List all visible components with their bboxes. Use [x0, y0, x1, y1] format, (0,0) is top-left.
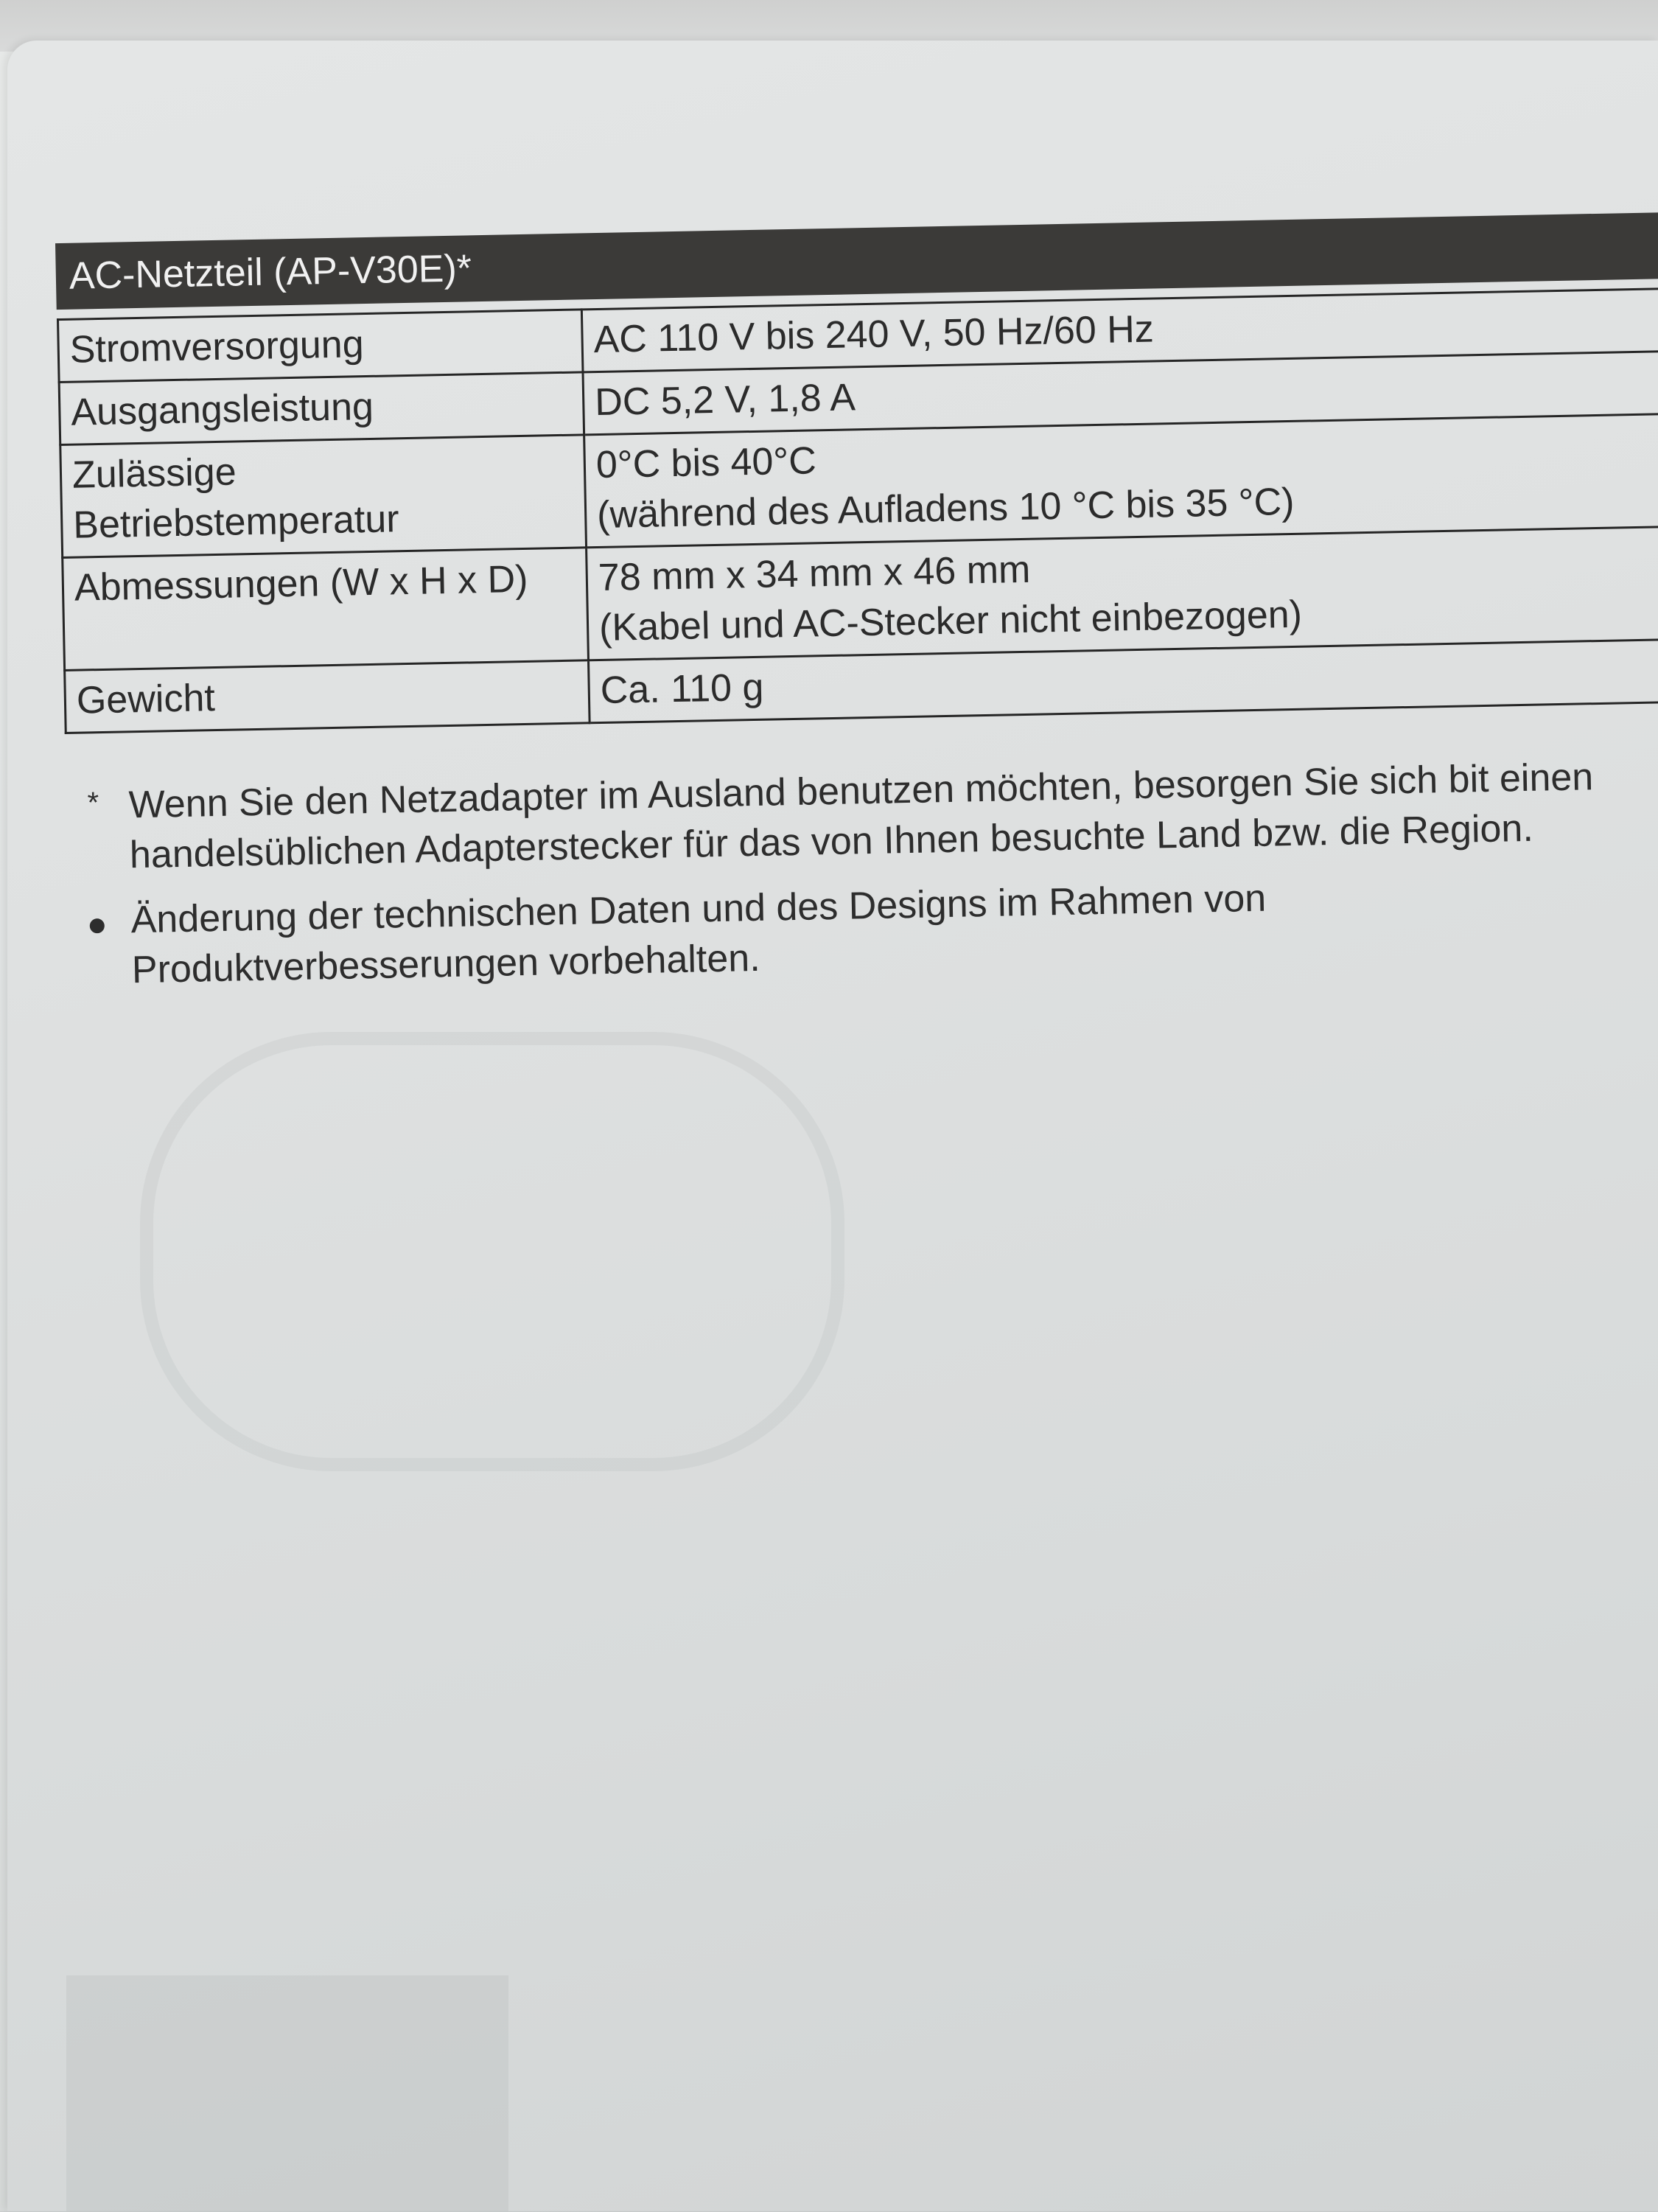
specifications-table — [57, 287, 1658, 734]
spec-value-line: (Kabel und AC-Stecker nicht einbezogen) — [598, 593, 1303, 650]
spec-label: Abmessungen (W x H x D) — [63, 548, 589, 671]
spec-value-line: (während des Aufladens 10 °C bis 35 °C) — [596, 480, 1295, 537]
spec-label-line: Zulässige — [71, 450, 237, 497]
spec-value: DC 5,2 V, 1,8 A — [583, 350, 1658, 435]
spec-value: Ca. 110 g — [588, 638, 1658, 723]
footnote-asterisk: * — [87, 786, 99, 820]
bullet-icon — [79, 895, 133, 996]
spec-value-line: 78 mm x 34 mm x 46 mm — [598, 548, 1031, 600]
spec-label — [60, 435, 587, 558]
spec-label: Gewicht — [65, 660, 590, 733]
spec-value — [587, 526, 1658, 660]
spec-value-line: 0°C bis 40°C — [595, 439, 817, 487]
section-title: AC-Netzteil (AP-V30E)* — [69, 247, 472, 298]
spec-label: Stromversorgung — [57, 310, 583, 383]
spec-value: AC 110 V bis 240 V, 50 Hz/60 Hz — [581, 287, 1658, 372]
footnote-text: Wenn Sie den Netzadapter im Ausland benutzen möchten, besorgen Sie sich bit einen handelsüblichen Adapterstecker für das von Ihnen besuchte Land bzw. die Region. — [128, 756, 1594, 877]
notes-section — [77, 750, 1658, 1011]
footnote — [77, 750, 1658, 881]
spec-label-line: Betriebstemperatur — [72, 498, 400, 547]
bullet-note — [79, 865, 1658, 996]
spec-value — [584, 413, 1658, 548]
bullet-text: Änderung der technischen Daten und des Designs im Rahmen von Produktverbesserungen vorbehalten. — [130, 876, 1267, 992]
spec-label: Ausgangsleistung — [59, 372, 584, 445]
